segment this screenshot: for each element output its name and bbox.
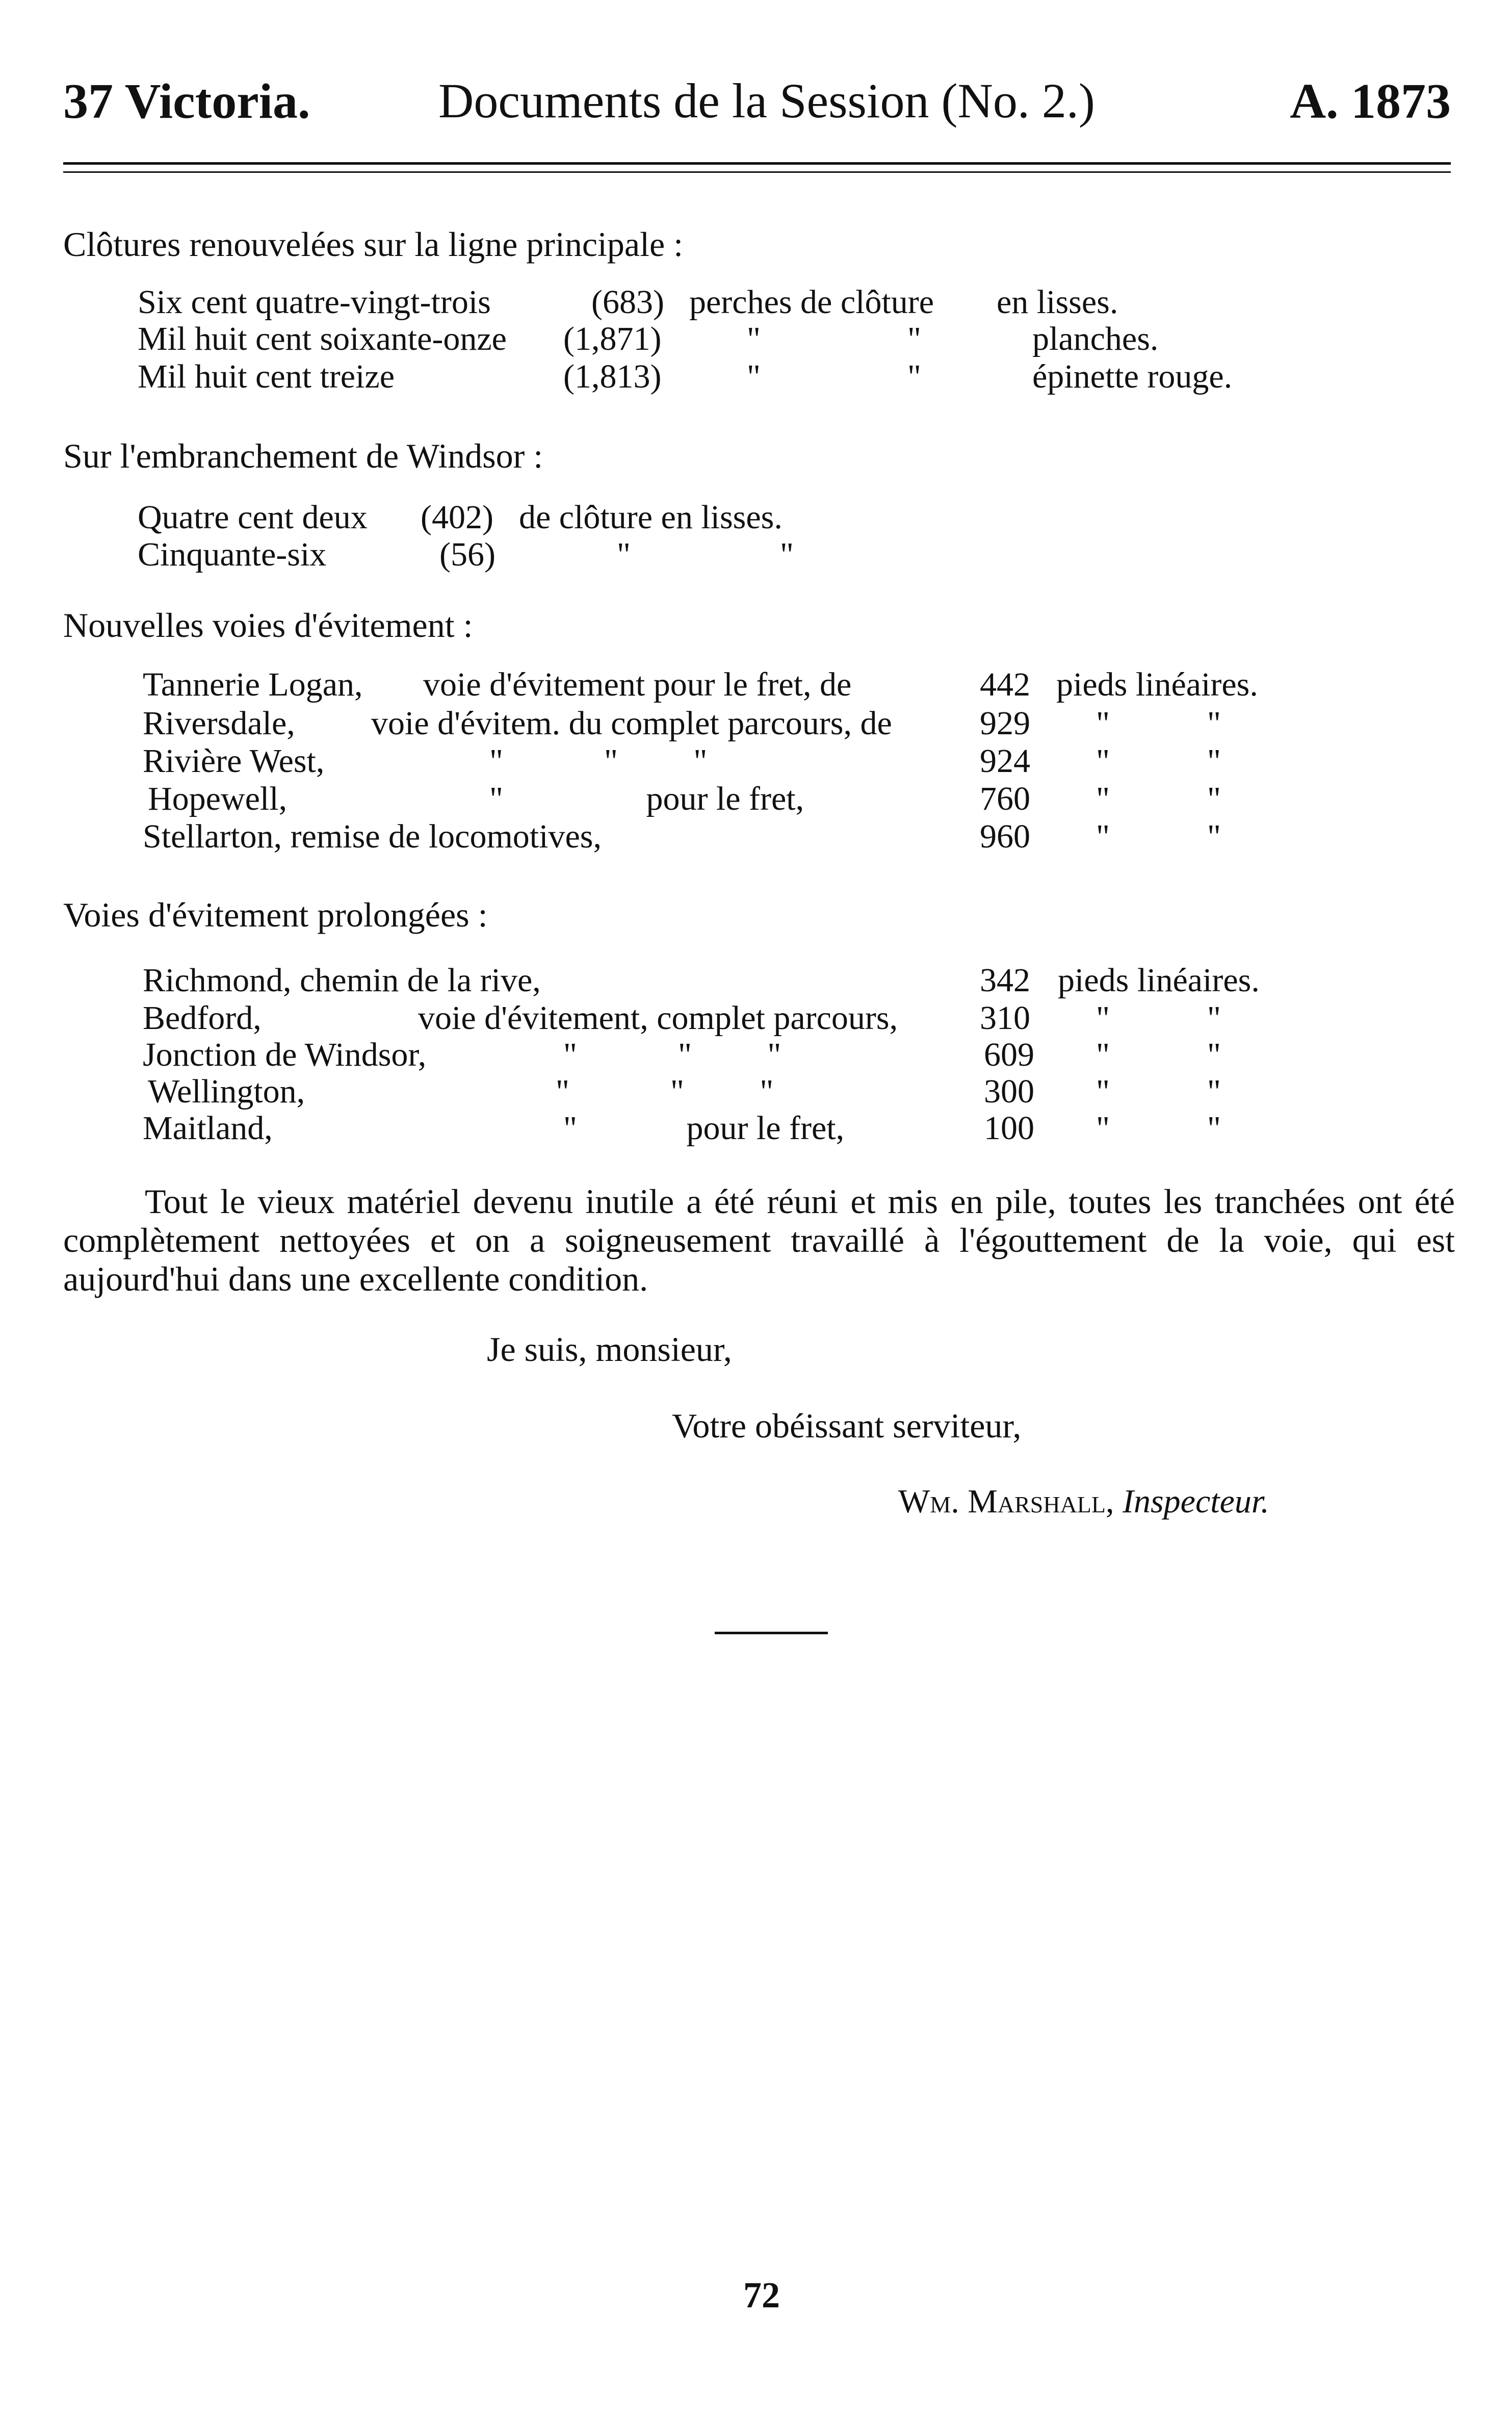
siding-row-desc: " " " [489,742,708,780]
header-session-year: 37 Victoria. [63,74,310,129]
siding-row-unit: " [1096,818,1110,855]
cloture-row-c2: " [907,358,921,395]
body-paragraph [63,1182,1455,1298]
extension-row-desc: voie d'évitement, complet parcours, [418,999,898,1037]
extension-row-unit: " [1096,1110,1110,1147]
extension-row-length: 342 [980,962,1030,999]
cloture-row-c2: " [907,320,921,357]
extension-row-length: 310 [980,999,1030,1037]
header-rule-bottom [63,171,1451,173]
extension-row-desc: " " " [556,1073,774,1110]
cloture-row-c3: planches. [1032,320,1159,357]
extension-row-unit-2: " [1207,1110,1221,1147]
cloture-row-num: (683) [591,284,664,321]
siding-row-desc: voie d'évitem. du complet parcours, de [371,705,892,742]
extension-row-unit: " [1096,1036,1110,1073]
siding-row-unit: " [1096,705,1110,742]
windsor-row-label: Quatre cent deux [138,499,368,536]
extension-row-place: Wellington, [148,1073,305,1110]
cloture-row-c1: " [747,320,761,357]
section-title-windsor: Sur l'embranchement de Windsor : [63,436,543,475]
siding-row-desc: " pour le fret, [489,780,804,817]
cloture-row-c1: perches de clôture [689,284,934,321]
siding-row-unit-2: " [1207,742,1221,780]
section-title-nouvelles-voies: Nouvelles voies d'évitement : [63,606,473,645]
siding-row-place: Rivière West, [143,742,325,780]
cloture-row-c3: épinette rouge. [1032,358,1233,395]
page-number: 72 [743,2275,780,2315]
siding-row-length: 924 [980,742,1030,780]
siding-row-place: Stellarton, remise de locomotives, [143,818,602,855]
extension-row-unit: " [1096,1073,1110,1110]
siding-row-length: 929 [980,705,1030,742]
extension-row-unit-2: " [1207,1036,1221,1073]
siding-row-unit-2: " [1207,780,1221,817]
siding-row-desc: voie d'évitement pour le fret, de [423,666,852,703]
extension-row-place: Richmond, chemin de la rive, [143,962,541,999]
extension-row-unit: " [1096,999,1110,1037]
section-title-clotures: Clôtures renouvelées sur la ligne principale : [63,225,684,264]
cloture-row-num: (1,871) [563,320,662,357]
cloture-row-label: Mil huit cent treize [138,358,395,395]
siding-row-unit-2: " [1207,705,1221,742]
cloture-row-label: Six cent quatre-vingt-trois [138,284,491,321]
siding-row-length: 760 [980,780,1030,817]
closing-divider [715,1632,828,1634]
siding-row-unit: pieds linéaires. [1056,666,1258,703]
windsor-row-label: Cinquante-six [138,536,327,573]
extension-row-length: 609 [984,1036,1034,1073]
windsor-row-c2: " [780,536,794,573]
header-year: A. 1873 [1290,74,1451,129]
extension-row-desc: " " " [563,1036,781,1073]
header-title: Documents de la Session (No. 2.) [438,73,1095,128]
cloture-row-num: (1,813) [563,358,662,395]
signature [898,1485,1269,1519]
extension-row-length: 300 [984,1073,1034,1110]
body-paragraph-text: Tout le vieux matériel devenu inutile a été réuni et mis en pile, toutes les tranchées ont été complètement nettoyées et on a soigneusement travaillé à l'égouttement de la voie, qui est aujourd'hui dans une excellente condition. [63,1182,1455,1298]
siding-row-unit: " [1096,742,1110,780]
header-rule-top [63,162,1451,165]
section-title-voies-prolongees: Voies d'évitement prolongées : [63,895,488,934]
signature-title: Inspecteur. [1123,1483,1269,1520]
siding-row-unit: " [1096,780,1110,817]
siding-row-place: Riversdale, [143,705,295,742]
siding-row-unit-2: " [1207,818,1221,855]
extension-row-length: 100 [984,1110,1034,1147]
extension-row-place: Jonction de Windsor, [143,1036,427,1073]
siding-row-length: 960 [980,818,1030,855]
siding-row-place: Hopewell, [148,780,288,817]
windsor-row-num: (402) [421,499,493,536]
windsor-row-c1: " [617,536,631,573]
siding-row-place: Tannerie Logan, [143,666,363,703]
windsor-row-c1: de clôture en lisses. [519,499,783,536]
cloture-row-c1: " [747,358,761,395]
closing-signoff: Votre obéissant serviteur, [672,1406,1022,1445]
extension-row-unit-2: " [1207,1073,1221,1110]
extension-row-place: Maitland, [143,1110,273,1147]
extension-row-place: Bedford, [143,999,262,1037]
siding-row-length: 442 [980,666,1030,703]
cloture-row-c2: en lisses. [997,284,1118,321]
signature-name: Wm. Marshall, [898,1483,1114,1520]
extension-row-unit-2: " [1207,999,1221,1037]
cloture-row-label: Mil huit cent soixante-onze [138,320,507,357]
closing-salutation: Je suis, monsieur, [487,1330,732,1369]
extension-row-unit: pieds linéaires. [1058,962,1260,999]
extension-row-desc: " pour le fret, [563,1110,845,1147]
windsor-row-num: (56) [439,536,496,573]
